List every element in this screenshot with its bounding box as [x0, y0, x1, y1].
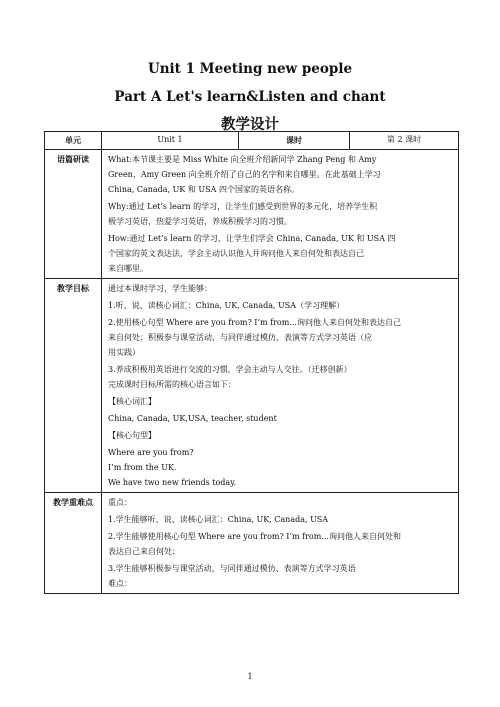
text-line: We have two new friends today.: [108, 478, 237, 487]
text-line: How:通过 Let’s learn 的学习，让学生们学会 China, Canada, UK 和 USA 四: [108, 234, 396, 243]
key-points-label: 教学重难点: [45, 493, 102, 594]
text-line: 【核心句型】: [108, 431, 156, 440]
doc-subtitle: Part A Let's learn&Listen and chant: [114, 89, 386, 105]
text-line: 1.听、说、读核心词汇：China, UK, Canada, USA（学习理解）: [108, 301, 345, 310]
unit-value: Unit 1: [102, 132, 239, 150]
unit-label: 单元: [45, 132, 102, 150]
lesson-plan-table: [44, 131, 459, 594]
text-line: 【核心词汇】: [108, 397, 156, 406]
text-line: What:本节课主要是 Miss White 向全班介绍新同学 Zhang Peng 和 Amy: [108, 155, 377, 164]
text-line: China, Canada, UK,USA, teacher, student: [108, 414, 277, 423]
text-study-row: [45, 150, 459, 279]
text-line: 极学习英语，热爱学习英语，养成积极学习的习惯。: [108, 217, 292, 226]
objectives-row: [45, 279, 459, 493]
objectives-content: [102, 279, 459, 493]
text-line: 来自何处；积极参与课堂活动，与同伴通过模仿、表演等方式学习英语（应: [108, 333, 372, 342]
objectives-label: 教学目标: [45, 279, 102, 493]
text-line: 难点：: [108, 579, 132, 588]
text-line: 表达自己来自何处；: [108, 547, 180, 556]
text-line: 1.学生能够听、说、读核心词汇：China, UK, Canada, USA: [108, 515, 329, 524]
text-line: 用实践）: [108, 348, 140, 357]
key-points-content: [102, 493, 459, 594]
key-points-row: [45, 493, 459, 594]
text-line: Where are you from?: [108, 448, 194, 457]
page-number: 1: [247, 672, 253, 681]
text-line: 完成课时目标所需的核心语言如下：: [108, 380, 236, 389]
text-line: 3.学生能够积极参与课堂活动，与同伴通过模仿、表演等方式学习英语: [108, 564, 356, 573]
text-line: 2.学生能够使用核心句型 Where are you from? I’m from...询问他人来自何处和: [108, 532, 401, 541]
doc-title: Unit 1 Meeting new people: [147, 61, 353, 77]
text-line: 个国家的英文表达法，学会主动认识他人并询问他人来自何处和表达自己: [108, 249, 364, 258]
text-line: 通过本课时学习，学生能够：: [108, 284, 212, 293]
text-line: 重点：: [108, 498, 132, 507]
doc-heading: 教学设计: [221, 116, 279, 133]
header-row: [45, 132, 459, 150]
text-study-label: 语篇研读: [45, 150, 102, 279]
title-block: [0, 60, 500, 134]
text-line: Why:通过 Let’s learn 的学习，让学生们感受到世界的多元化，培养学生积: [108, 202, 378, 211]
text-line: 3.养成积极用英语进行交流的习惯，学会主动与人交往。（迁移创新）: [108, 365, 352, 374]
text-line: I’m from the UK.: [108, 463, 177, 472]
period-value: 第 2 课时: [350, 132, 459, 150]
text-line: 来自哪里。: [108, 264, 148, 273]
text-study-content: [102, 150, 459, 279]
text-line: Green，Amy Green 向全班介绍了自己的名字和来自哪里。在此基础上学习: [108, 170, 381, 179]
period-label: 课时: [239, 132, 350, 150]
text-line: China, Canada, UK 和 USA 四个国家的英语名称。: [108, 185, 299, 194]
text-line: 2.使用核心句型 Where are you from? I’m from...询问他人来自何处和表达自己: [108, 318, 401, 327]
